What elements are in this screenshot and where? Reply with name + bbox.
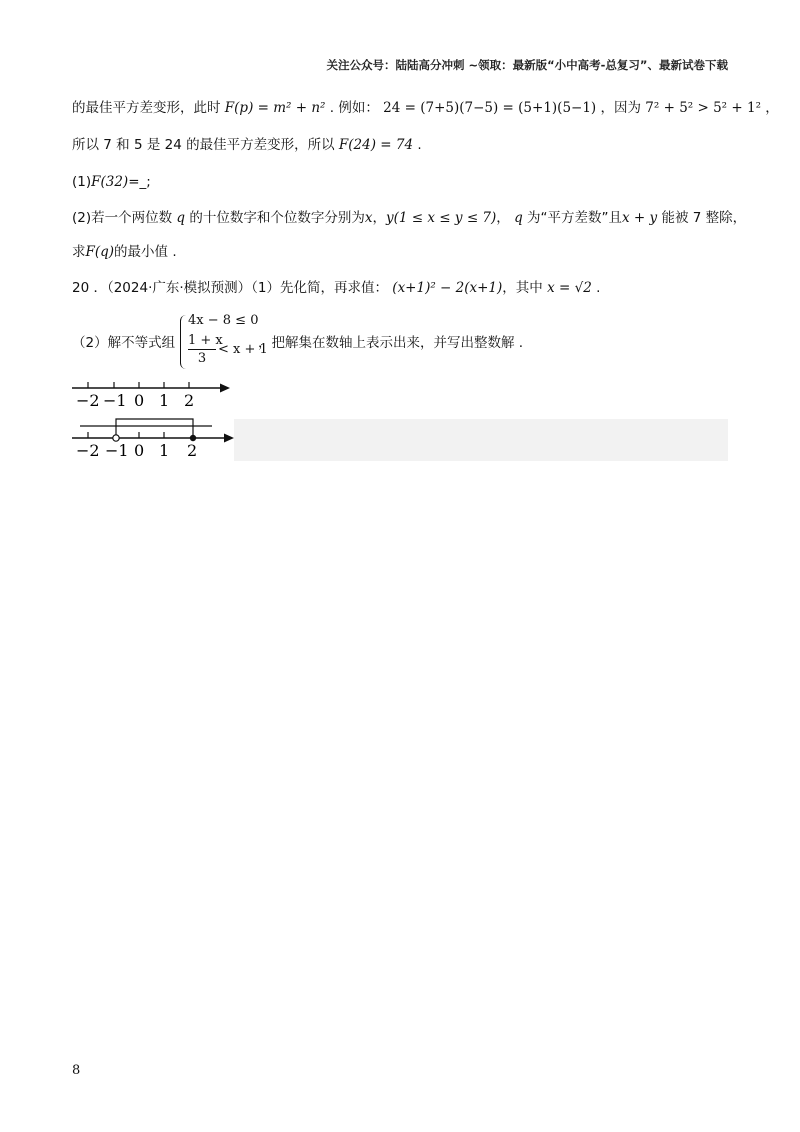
example-equation: 24 = (7+5)(7−5) = (5+1)(5−1) bbox=[383, 100, 597, 116]
problem-20-part2-right: ，把解集在数轴上表示出来，并写出整数解 . bbox=[258, 335, 524, 351]
answer-placeholder bbox=[234, 419, 728, 461]
system-eq1: 4x − 8 ≤ 0 bbox=[188, 313, 259, 328]
system-rhs: < x + 1 bbox=[218, 342, 268, 357]
paragraph-1: 的最佳平方差变形，此时 F(p) = m² + n² . 例如： 24 = (7+5)(7−5) = (5+1)(5−1) ，因为 7² + 5² > 5² + 1² ， bbox=[72, 100, 779, 116]
tick-label: 2 bbox=[187, 441, 198, 460]
solution-bracket bbox=[116, 419, 193, 438]
formula-f-32: F(32) bbox=[91, 174, 129, 190]
tick-label: −2 bbox=[76, 391, 100, 410]
tick-label: 0 bbox=[134, 441, 145, 460]
tick-label: −2 bbox=[76, 441, 100, 460]
inequality: 7² + 5² > 5² + 1² bbox=[645, 100, 761, 116]
number-line-1 bbox=[72, 382, 230, 410]
formula-f-p: F(p) = m² + n² bbox=[224, 100, 326, 116]
tick-label: −1 bbox=[105, 441, 129, 460]
tick-label: 1 bbox=[159, 441, 170, 460]
formula-f-q: F(q) bbox=[85, 244, 115, 260]
number-line-2 bbox=[72, 419, 234, 460]
formula-f-24: F(24) = 74 bbox=[338, 137, 414, 153]
value: x = √2 bbox=[547, 280, 592, 296]
problem-20: 20 ．（2024·广东·模拟预测）（1）先化简，再求值： (x+1)² − 2(x+1)，其中 x = √2 . bbox=[72, 280, 601, 296]
tick-label: 0 bbox=[134, 391, 145, 410]
tick-label: 1 bbox=[159, 391, 170, 410]
fraction-denominator: 3 bbox=[197, 351, 207, 366]
tick-label: −1 bbox=[103, 391, 127, 410]
question-2-cont: 求F(q)的最小值 . bbox=[72, 244, 177, 260]
arrow-icon bbox=[220, 384, 230, 393]
question-2: (2)若一个两位数 q 的十位数字和个位数字分别为x，y(1 ≤ x ≤ y ≤ 7)， q 为“平方差数”且x + y 能被 7 整除， bbox=[72, 210, 747, 226]
paragraph-2: 所以 7 和 5 是 24 的最佳平方差变形，所以 F(24) = 74 . bbox=[72, 137, 422, 153]
fraction-numerator: 1 + x bbox=[188, 333, 223, 348]
page-header: 关注公众号：陆陆高分冲刺 ~领取：最新版“小中高考-总复习”、最新试卷下载 bbox=[326, 58, 728, 72]
expression: (x+1)² − 2(x+1) bbox=[392, 280, 503, 296]
problem-20-part2-left: （2）解不等式组 bbox=[72, 335, 176, 351]
tick-label: 2 bbox=[184, 391, 195, 410]
page-number: 8 bbox=[72, 1063, 81, 1078]
condition: (1 ≤ x ≤ y ≤ 7) bbox=[393, 210, 497, 226]
arrow-icon bbox=[224, 434, 234, 443]
question-1: (1)F(32)=_; bbox=[72, 174, 151, 190]
